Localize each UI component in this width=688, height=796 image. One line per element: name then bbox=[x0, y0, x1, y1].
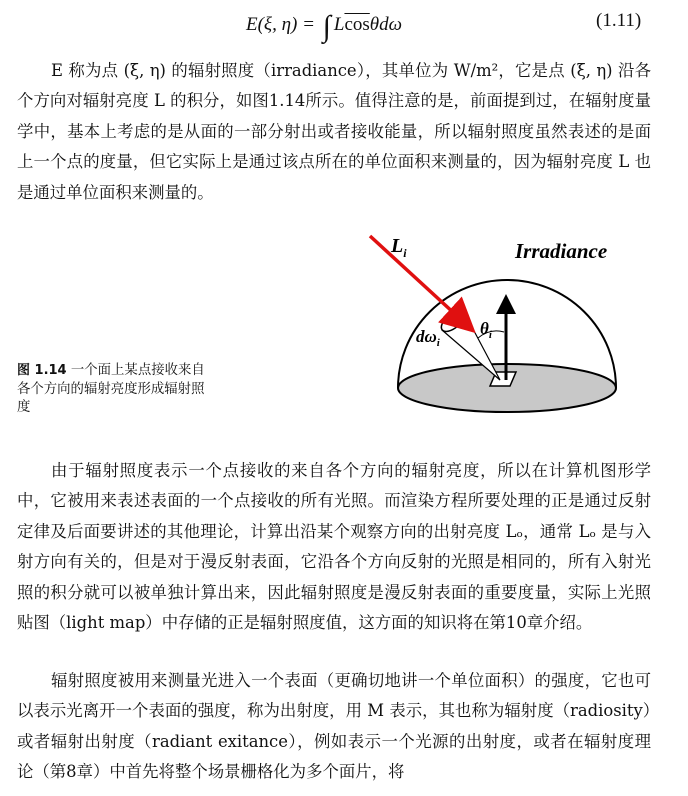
label-theta: $\theta_i$ bbox=[480, 319, 492, 341]
equation-1-11 bbox=[0, 4, 688, 43]
paragraph-irradiance-definition: E 称为点 (ξ, η) 的辐射照度（irradiance），其单位为 W/m²，它是点 (ξ, η) 沿各个方向对辐射亮度 L 的积分，如图1.14所示。值得注意的是，前面提到过，在辐射度量学中，基本上考虑的是从面的一部分射出或者接收能量，所以辐射照度虽然表述的是面上一个点的度量，但它实际上是通过该点所在的单位面积来测量的，因为辐射亮度 L 也是通过单位面积来测量的。 bbox=[17, 61, 651, 202]
normal-arrowhead bbox=[496, 294, 516, 314]
paragraph-radiosity: 辐射照度被用来测量光进入一个表面（更确切地讲一个单位面积）的强度，它也可以表示光离开一个表面的强度，称为出射度，用 M 表示，其也称为辐射度（radiosity）或者辐射出射度（radiant exitance），例如表示一个光源的出射度，或者在辐射度理论（第8章）中首先将整个场景栅格化为多个面片，将 bbox=[17, 671, 651, 782]
figure-caption bbox=[17, 362, 217, 418]
equation-number: (1.11) bbox=[596, 10, 642, 31]
equation-body bbox=[246, 10, 402, 44]
equation-integrand: L bbox=[333, 14, 345, 35]
caption-label: 图 1.14 bbox=[17, 363, 67, 378]
integral-sign: ∫ bbox=[322, 10, 331, 43]
equation-theta-dw: θdω bbox=[369, 14, 403, 35]
caption-text: 一个面上某点接收来自各个方向的辐射亮度形成辐射照度 bbox=[17, 363, 205, 415]
incident-light-arrow bbox=[370, 236, 468, 326]
label-irradiance: Irradiance bbox=[515, 239, 608, 263]
equation-cos: $\overline{cos}$ bbox=[344, 14, 370, 35]
paragraph-irradiance-in-graphics: 由于辐射照度表示一个点接收的来自各个方向的辐射亮度，所以在计算机图形学中，它被用来表述表面的一个点接收的所有光照。而渲染方程所要处理的正是通过反射定律及后面要讲述的其他理论，计算出沿某个观察方向的出射亮度 Lₒ，通常 Lₒ 是与入射方向有关的，但是对于漫反射表面，它沿各个方向反射的光照是相同的，所有入射光照的积分就可以被单独计算出来，因此辐射照度是漫反射表面的重要度量，实际上光照贴图（light map）中存储的正是辐射照度值，这方面的知识将在第10章介绍。 bbox=[17, 461, 651, 633]
figure-irradiance-hemisphere bbox=[358, 228, 658, 428]
equation-lhs: E(ξ, η) = bbox=[246, 14, 320, 35]
label-li: $L_i$ bbox=[391, 235, 407, 260]
label-dw: $d\omega_i$ bbox=[416, 327, 440, 349]
